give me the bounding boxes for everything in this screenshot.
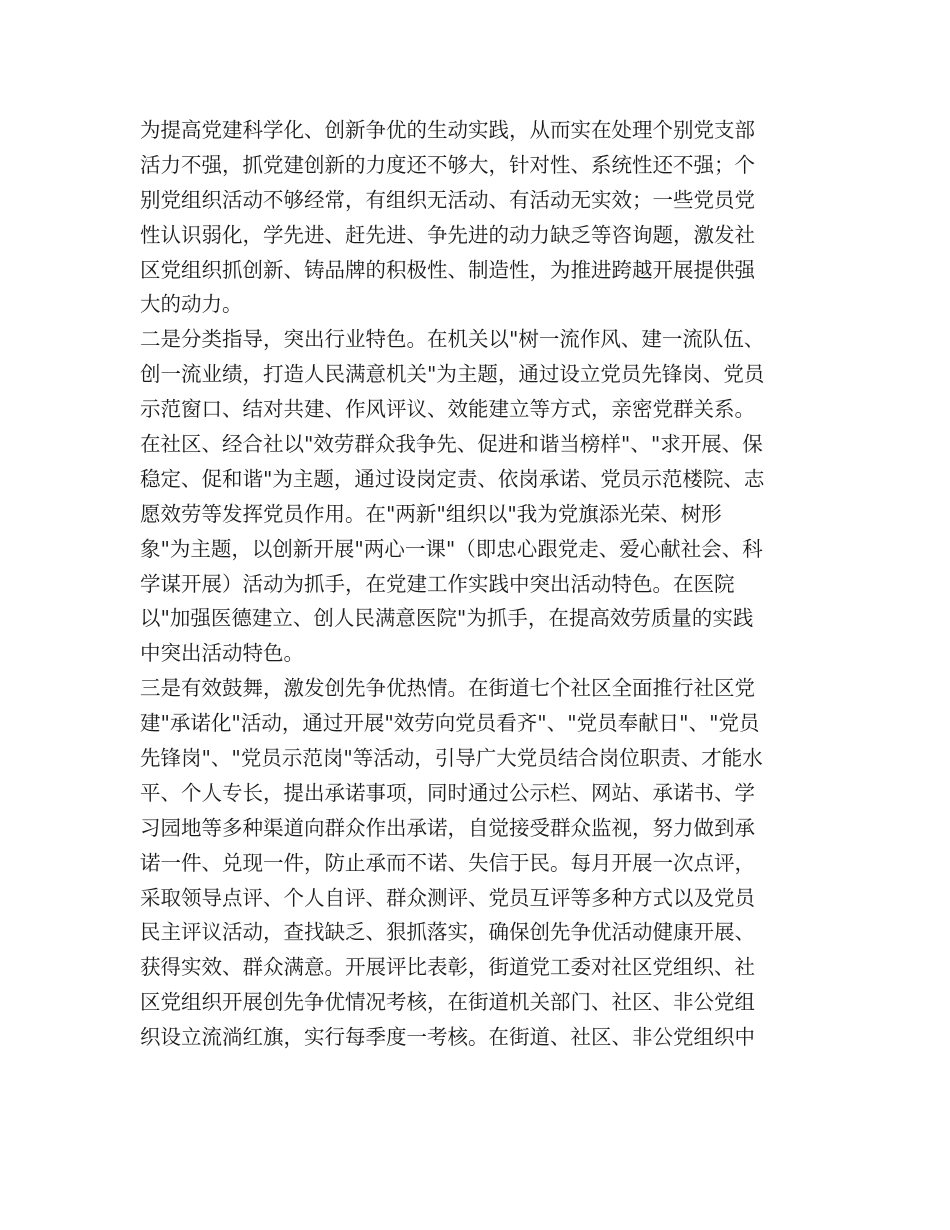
text-line: 获得实效、群众满意。开展评比表彰，街道党工委对社区党组织、社 bbox=[140, 955, 755, 980]
text-line: 以"加强医德建立、创人民满意医院"为抓手，在提高效劳质量的实践 bbox=[140, 606, 754, 631]
text-line: 象"为主题，以创新开展"两心一课"（即忠心跟党走、爱心献社会、科 bbox=[140, 536, 763, 561]
text-line: 性认识弱化，学先进、赶先进、争先进的动力缺乏等咨询题，激发社 bbox=[140, 222, 755, 247]
text-line: 民主评议活动，查找缺乏、狠抓落实，确保创先争优活动健康开展、 bbox=[140, 920, 755, 945]
body-text bbox=[140, 113, 812, 1055]
text-line: 习园地等多种渠道向群众作出承诺，自觉接受群众监视，努力做到承 bbox=[140, 815, 755, 840]
text-line: 建"承诺化"活动，通过开展"效劳向党员看齐"、"党员奉献日"、"党员 bbox=[140, 711, 760, 736]
text-line: 学谋开展）活动为抓手，在党建工作实践中突出活动特色。在医院 bbox=[140, 571, 735, 596]
text-line: 二是分类指导，突出行业特色。在机关以"树一流作风、建一流队伍、 bbox=[140, 327, 765, 352]
text-line: 稳定、促和谐"为主题，通过设岗定责、依岗承诺、党员示范楼院、志 bbox=[140, 466, 765, 491]
text-line: 愿效劳等发挥党员作用。在"两新"组织以"我为党旗添光荣、树形 bbox=[140, 501, 722, 526]
text-line: 区党组织开展创先争优情况考核，在街道机关部门、社区、非公党组 bbox=[140, 990, 755, 1015]
text-line: 区党组织抓创新、铸品牌的积极性、制造性，为推进跨越开展提供强 bbox=[140, 257, 755, 282]
text-line: 创一流业绩，打造人民满意机关"为主题，通过设立党员先锋岗、党员 bbox=[140, 362, 765, 387]
text-line: 在社区、经合社以"效劳群众我争先、促进和谐当榜样"、"求开展、保 bbox=[140, 432, 763, 457]
text-line: 别党组织活动不够经常，有组织无活动、有活动无实效；一些党员党 bbox=[140, 187, 755, 212]
text-line: 先锋岗"、"党员示范岗"等活动，引导广大党员结合岗位职责、才能水 bbox=[140, 746, 763, 771]
text-line: 大的动力。 bbox=[140, 292, 243, 317]
text-line: 示范窗口、结对共建、作风评议、效能建立等方式，亲密党群关系。 bbox=[140, 397, 755, 422]
text-line: 平、个人专长，提出承诺事项，同时通过公示栏、网站、承诺书、学 bbox=[140, 780, 755, 805]
text-line: 三是有效鼓舞，激发创先争优热情。在街道七个社区全面推行社区党 bbox=[140, 676, 755, 701]
text-line: 中突出活动特色。 bbox=[140, 641, 304, 666]
text-line: 活力不强，抓党建创新的力度还不够大，针对性、系统性还不强；个 bbox=[140, 152, 755, 177]
text-line: 为提高党建科学化、创新争优的生动实践，从而实在处理个别党支部 bbox=[140, 118, 755, 142]
text-line: 采取领导点评、个人自评、群众测评、党员互评等多种方式以及党员 bbox=[140, 885, 755, 910]
text-line: 诺一件、兑现一件，防止承而不诺、失信于民。每月开展一次点评， bbox=[140, 850, 755, 875]
text-line: 织设立流淌红旗，实行每季度一考核。在街道、社区、非公党组织中 bbox=[140, 1025, 755, 1050]
